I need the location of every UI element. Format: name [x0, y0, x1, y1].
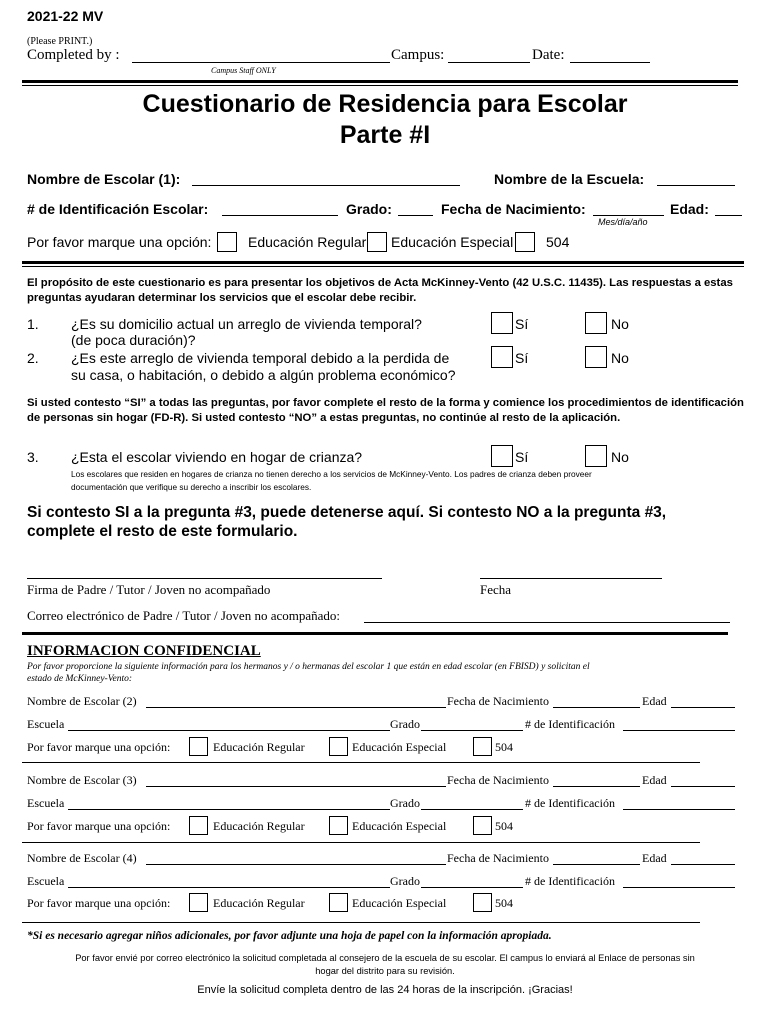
signature-date-label: Fecha: [480, 582, 512, 597]
q1-yes-label: Sí: [515, 316, 529, 332]
q1-number: 1.: [27, 316, 39, 332]
sibling4-dob-field[interactable]: [553, 864, 640, 865]
confidential-intro-line2: estado de McKinney-Vento:: [27, 674, 132, 684]
q2-no-label: No: [611, 350, 629, 366]
sibling2-school-field[interactable]: [68, 730, 390, 731]
q3-note-line2: documentación que verifique su derecho a inscribir los escolares.: [71, 482, 312, 492]
sibling4-school-field[interactable]: [68, 887, 390, 888]
sibling2-504-label: 504: [495, 740, 513, 754]
special-education-checkbox[interactable]: [367, 232, 387, 252]
sibling4-regular-label: Educación Regular: [213, 896, 305, 910]
dob-format-hint: Mes/día/año: [598, 217, 648, 227]
sibling3-grade-field[interactable]: [421, 809, 523, 810]
sibling4-age-label: Edad: [642, 851, 667, 865]
please-print-note: (Please PRINT.): [27, 36, 93, 47]
campus-field[interactable]: [448, 62, 530, 63]
confidential-divider: [22, 632, 728, 635]
stop-note-line2: complete el resto de este formulario.: [27, 523, 298, 540]
age-field[interactable]: [715, 215, 742, 216]
regular-education-label: Educación Regular: [248, 234, 367, 250]
email-instructions-line2: hogar del distrito para su revisión.: [315, 966, 455, 976]
q3-no-label: No: [611, 449, 629, 465]
completed-by-field[interactable]: [132, 62, 390, 63]
completed-by-label: Completed by :: [27, 47, 120, 63]
school-name-field[interactable]: [657, 185, 735, 186]
q3-yes-label: Sí: [515, 449, 529, 465]
sibling2-id-label: # de Identificación: [525, 717, 615, 731]
stop-note-line1: Si contesto SI a la pregunta #3, puede detenerse aquí. Si contesto NO a la pregunta #3,: [27, 504, 667, 521]
sibling4-id-label: # de Identificación: [525, 874, 615, 888]
signature-field[interactable]: [27, 578, 382, 579]
signature-date-field[interactable]: [480, 578, 662, 579]
sibling3-name-label: Nombre de Escolar (3): [27, 773, 137, 787]
sibling2-name-field[interactable]: [146, 707, 446, 708]
sibling2-school-label: Escuela: [27, 717, 65, 731]
sibling2-dob-label: Fecha de Nacimiento: [447, 694, 549, 708]
sibling4-grade-field[interactable]: [421, 887, 523, 888]
student-name-label: Nombre de Escolar (1):: [27, 171, 181, 187]
sibling4-option-label: Por favor marque una opción:: [27, 896, 171, 910]
date-field[interactable]: [570, 62, 650, 63]
sibling4-school-label: Escuela: [27, 874, 65, 888]
q2-text-line2: su casa, o habitación, o debido a algún problema económico?: [71, 367, 456, 383]
sibling2-option-label: Por favor marque una opción:: [27, 740, 171, 754]
q3-note-line1: Los escolares que residen en hogares de crianza no tienen derecho a los servicios de McKinney-Vento. Los padres de crianza deben proveer: [71, 469, 592, 479]
sibling4-name-label: Nombre de Escolar (4): [27, 851, 137, 865]
sibling3-504-checkbox[interactable]: [473, 816, 492, 835]
sibling3-id-field[interactable]: [623, 809, 735, 810]
sibling3-regular-checkbox[interactable]: [189, 816, 208, 835]
sibling3-age-field[interactable]: [671, 786, 735, 787]
staff-only-note: Campus Staff ONLY: [211, 66, 276, 75]
sibling4-name-field[interactable]: [146, 864, 446, 865]
additional-children-note: *Si es necesario agregar niños adicionales, por favor adjunte una hoja de papel con la información apropiada.: [27, 930, 552, 942]
sibling2-grade-field[interactable]: [421, 730, 523, 731]
sibling3-special-checkbox[interactable]: [329, 816, 348, 835]
sibling2-504-checkbox[interactable]: [473, 737, 492, 756]
sibling3-dob-field[interactable]: [553, 786, 640, 787]
sibling3-age-label: Edad: [642, 773, 667, 787]
grade-label: Grado:: [346, 201, 392, 217]
header-divider: [22, 80, 738, 83]
sibling3-regular-label: Educación Regular: [213, 819, 305, 833]
sibling4-special-label: Educación Especial: [352, 896, 447, 910]
sibling2-age-label: Edad: [642, 694, 667, 708]
school-name-label: Nombre de la Escuela:: [494, 171, 645, 187]
sibling2-regular-label: Educación Regular: [213, 740, 305, 754]
sibling4-divider: [22, 922, 700, 923]
student-id-field[interactable]: [222, 215, 338, 216]
option-504-checkbox[interactable]: [515, 232, 535, 252]
q1-text: ¿Es su domicilio actual un arreglo de vivienda temporal?: [71, 316, 422, 332]
email-instructions-line1: Por favor envié por correo electrónico la solicitud completada al consejero de la escuela de su escolar. El campus lo enviará al Enlace de personas sin: [75, 953, 695, 963]
student-id-label: # de Identificación Escolar:: [27, 201, 209, 217]
sibling2-special-label: Educación Especial: [352, 740, 447, 754]
confidential-heading: INFORMACION CONFIDENCIAL: [27, 643, 261, 659]
sibling3-grade-label: Grado: [390, 796, 420, 810]
sibling4-special-checkbox[interactable]: [329, 893, 348, 912]
age-label: Edad:: [670, 201, 709, 217]
q2-number: 2.: [27, 350, 39, 366]
sibling2-regular-checkbox[interactable]: [189, 737, 208, 756]
q1-no-label: No: [611, 316, 629, 332]
sibling3-id-label: # de Identificación: [525, 796, 615, 810]
sibling4-age-field[interactable]: [671, 864, 735, 865]
q2-no-checkbox[interactable]: [585, 346, 607, 368]
sibling4-grade-label: Grado: [390, 874, 420, 888]
sibling2-divider: [22, 762, 700, 763]
q3-yes-checkbox[interactable]: [491, 445, 513, 467]
sibling3-divider: [22, 842, 700, 843]
grade-field[interactable]: [398, 215, 433, 216]
sibling3-school-field[interactable]: [68, 809, 390, 810]
q3-text: ¿Esta el escolar viviendo en hogar de crianza?: [71, 449, 363, 465]
sibling4-504-checkbox[interactable]: [473, 893, 492, 912]
sibling2-grade-label: Grado: [390, 717, 420, 731]
answer-instructions: Si usted contesto “SI” a todas las preguntas, por favor complete el resto de la forma y comience los procedimientos de identificación de personas sin hogar (FD-R). Si usted contesto “NO” a estas preguntas, no continúe al resto de la aplicación.: [27, 397, 744, 424]
dob-label: Fecha de Nacimiento:: [441, 201, 586, 217]
sibling2-name-label: Nombre de Escolar (2): [27, 694, 137, 708]
signature-label: Firma de Padre / Tutor / Joven no acompañado: [27, 582, 271, 597]
q2-yes-label: Sí: [515, 350, 529, 366]
form-year: 2021-22 MV: [27, 8, 104, 24]
q3-number: 3.: [27, 449, 39, 465]
sibling4-dob-label: Fecha de Nacimiento: [447, 851, 549, 865]
sibling2-special-checkbox[interactable]: [329, 737, 348, 756]
campus-label: Campus:: [391, 47, 445, 63]
sibling4-id-field[interactable]: [623, 887, 735, 888]
sibling3-school-label: Escuela: [27, 796, 65, 810]
confidential-intro-line1: Por favor proporcione la siguiente información para los hermanos y / o hermanas del escolar 1 que están en edad escolar (en FBISD) y solicitan el: [27, 662, 590, 672]
q1-yes-checkbox[interactable]: [491, 312, 513, 334]
section-divider: [22, 261, 744, 264]
q2-text: ¿Es este arreglo de vivienda temporal debido a la perdida de: [71, 350, 450, 366]
regular-education-checkbox[interactable]: [217, 232, 237, 252]
option-504-label: 504: [546, 234, 570, 250]
sibling3-special-label: Educación Especial: [352, 819, 447, 833]
student-name-field[interactable]: [192, 185, 460, 186]
q3-no-checkbox[interactable]: [585, 445, 607, 467]
sibling2-id-field[interactable]: [623, 730, 735, 731]
date-label: Date:: [532, 47, 565, 63]
thank-you-note: Envíe la solicitud completa dentro de las 24 horas de la inscripción. ¡Gracias!: [197, 984, 573, 996]
sibling2-age-field[interactable]: [671, 707, 735, 708]
title-line2: Parte #I: [339, 121, 431, 149]
email-field[interactable]: [364, 622, 730, 623]
sibling4-regular-checkbox[interactable]: [189, 893, 208, 912]
q1-no-checkbox[interactable]: [585, 312, 607, 334]
special-education-label: Educación Especial: [391, 234, 514, 250]
sibling3-dob-label: Fecha de Nacimiento: [447, 773, 549, 787]
sibling3-504-label: 504: [495, 819, 513, 833]
q2-yes-checkbox[interactable]: [491, 346, 513, 368]
option-label: Por favor marque una opción:: [27, 234, 212, 250]
sibling3-name-field[interactable]: [146, 786, 446, 787]
q1-text-line2: (de poca duración)?: [71, 332, 196, 348]
sibling2-dob-field[interactable]: [553, 707, 640, 708]
dob-field[interactable]: [593, 215, 664, 216]
sibling4-504-label: 504: [495, 896, 513, 910]
title-line1: Cuestionario de Residencia para Escolar: [142, 90, 628, 118]
purpose-statement: El propósito de este cuestionario es para presentar los objetivos de Acta McKinney-Vento (42 U.S.C. 11435). Las respuestas a estas preguntas ayudaran determinar los servicios que el escolar debe recibir.: [27, 277, 733, 304]
email-label: Correo electrónico de Padre / Tutor / Joven no acompañado:: [27, 608, 341, 623]
sibling3-option-label: Por favor marque una opción:: [27, 819, 171, 833]
